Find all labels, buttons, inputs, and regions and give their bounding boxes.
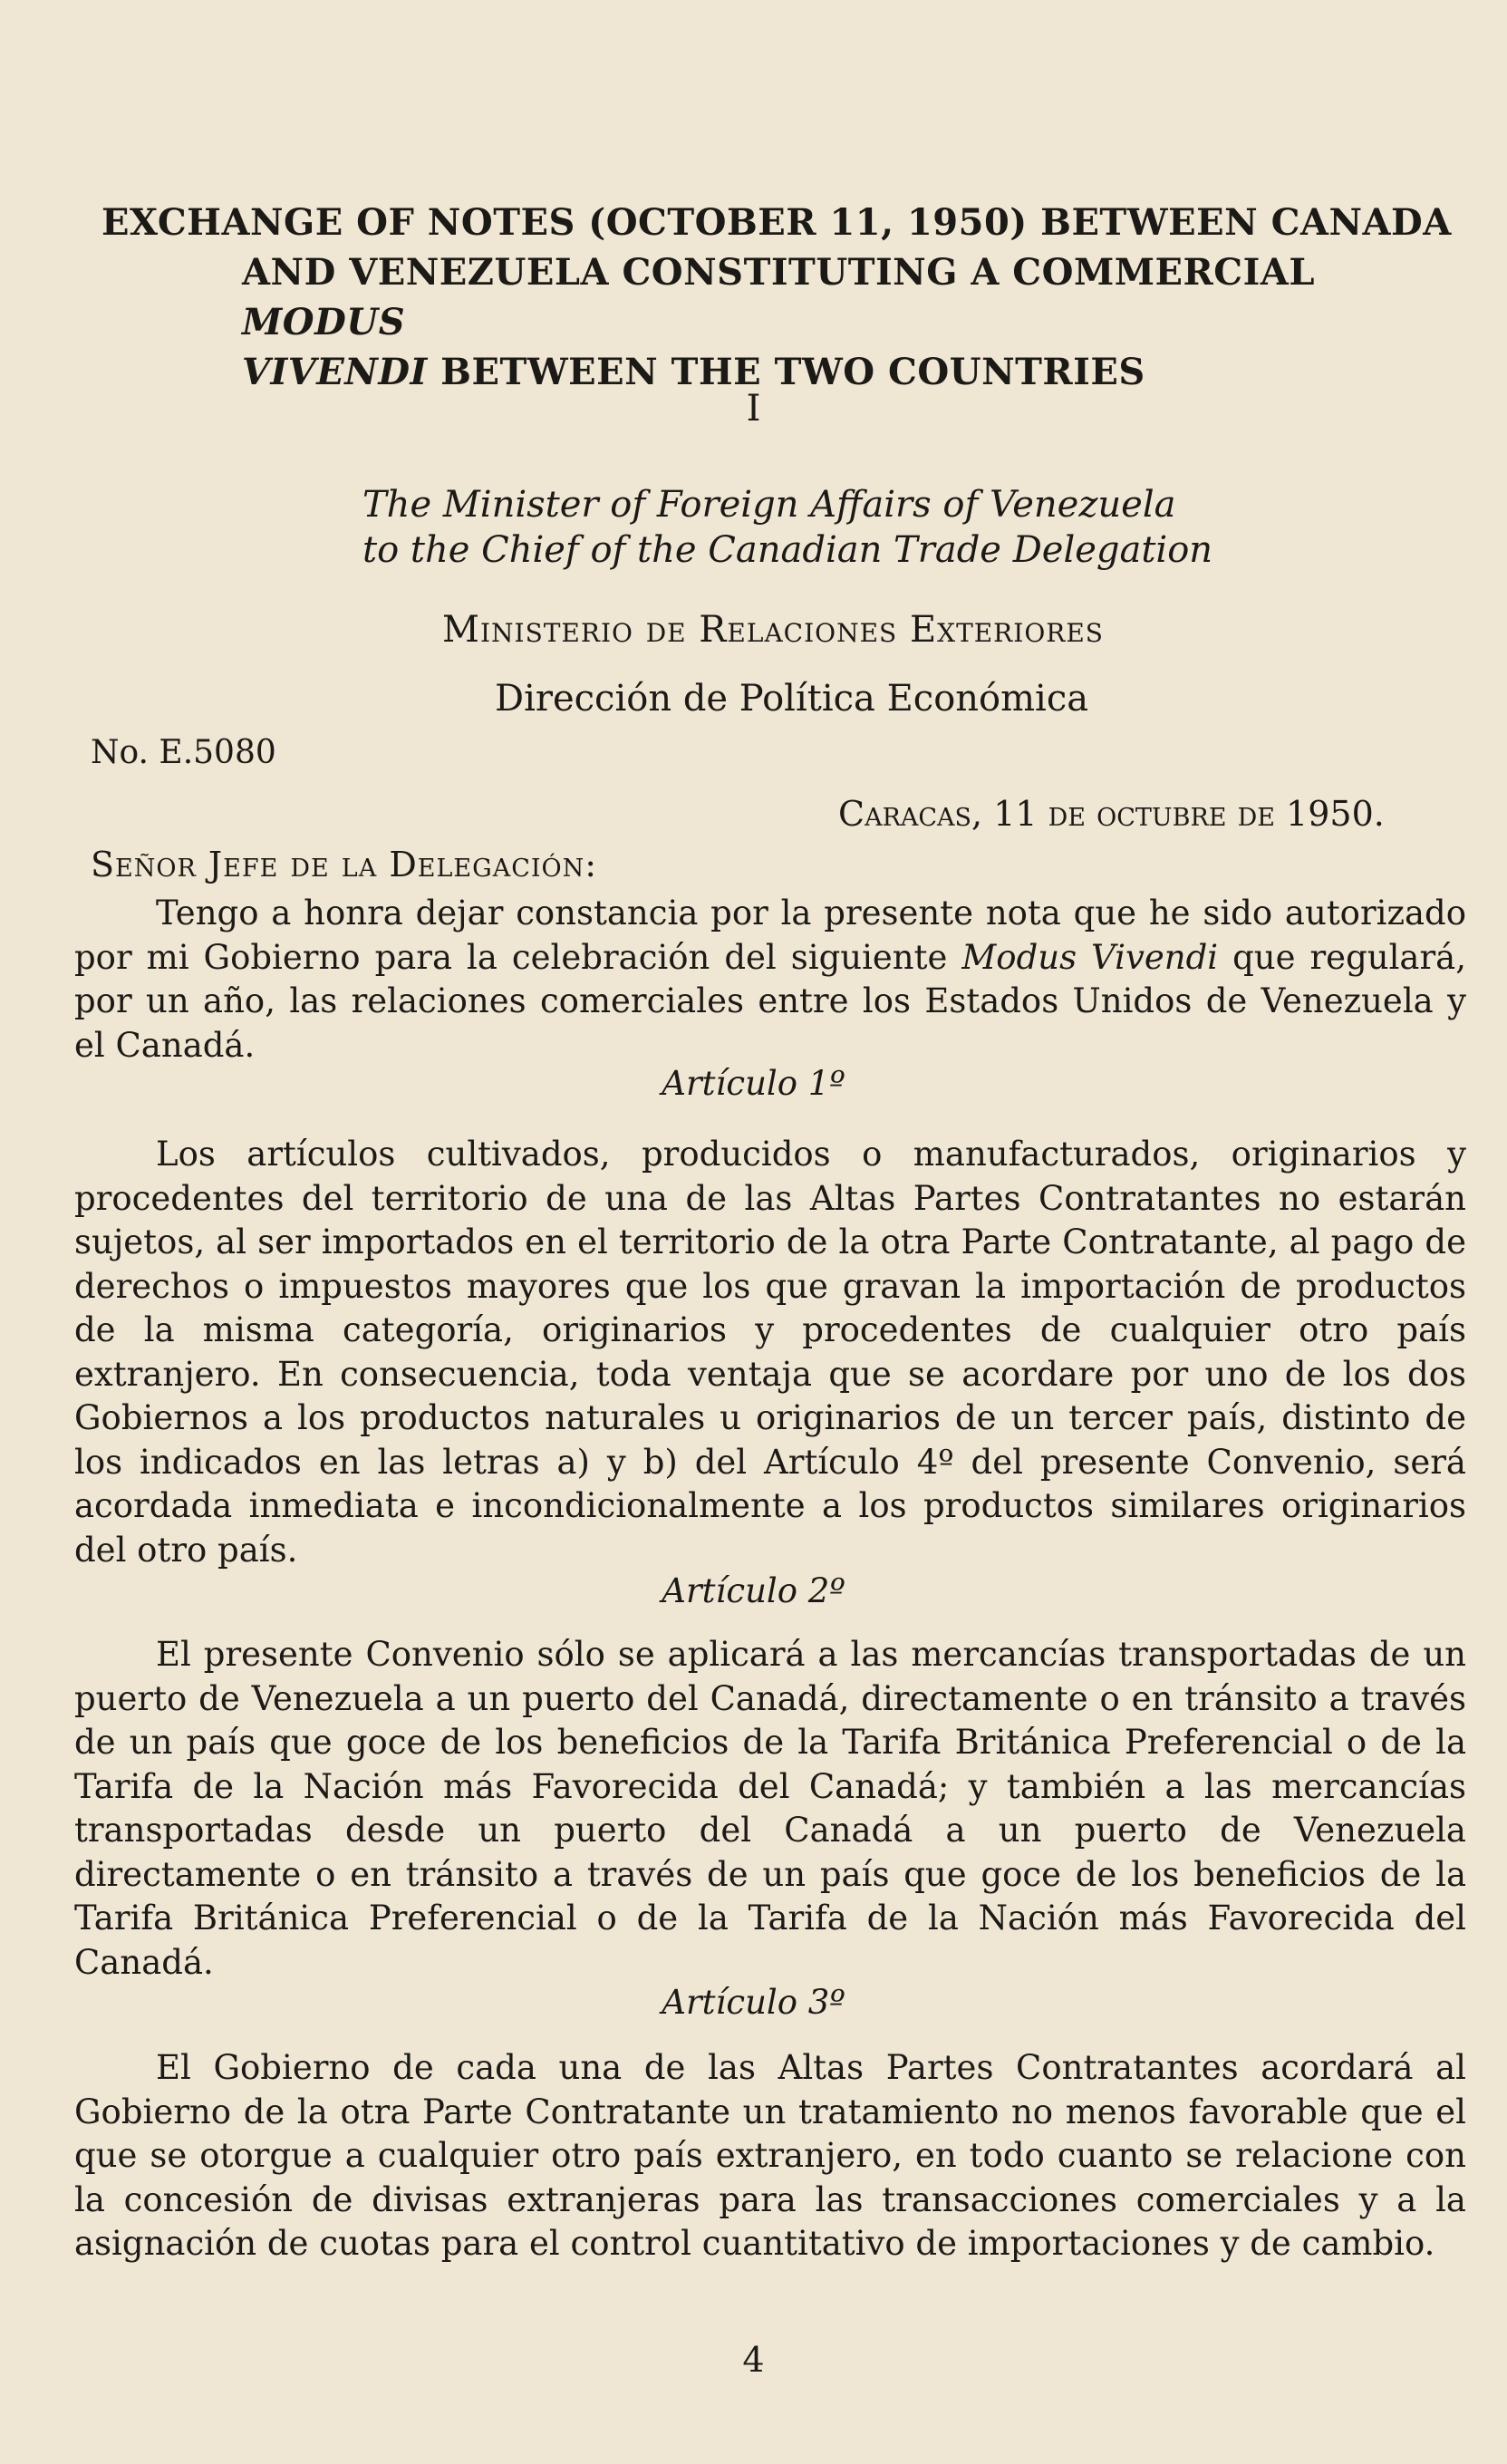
document-title: [101, 198, 1488, 397]
salutation: Señor Jefe de la Delegación:: [91, 845, 598, 884]
article-3-text: El Gobierno de cada una de las Altas Partes Contratantes acordará al Gobierno de la otra Parte Contratante un tratamiento no menos favorable que el que se otorgue a cualquier otro país extranjero, en todo cuanto se relacione con la concesión de divisas extranjeras para las transacciones comerciales y a la asignación de cuotas para el control cuantitativo de importaciones y de cambio.: [74, 2048, 1466, 2263]
dateline: Caracas, 11 de octubre de 1950.: [838, 794, 1385, 834]
note-header: [362, 482, 1269, 573]
article-2-heading: Artículo 2º: [662, 1571, 845, 1610]
page-number: 4: [742, 2340, 765, 2380]
title-line-3-italic: VIVENDI: [242, 351, 428, 393]
title-line-1: EXCHANGE OF NOTES (OCTOBER 11, 1950) BETWEEN CANADA: [101, 201, 1452, 244]
intro-text-before: Tengo a honra dejar constancia por la presente nota que he sido autorizado por mi Gobierno para la celebración del siguiente: [74, 894, 1466, 977]
intro-text-italic: Modus Vivendi: [961, 937, 1219, 977]
title-line-2-text: AND VENEZUELA CONSTITUTING A COMMERCIAL: [242, 251, 1315, 294]
title-line-2-italic: MODUS: [242, 301, 406, 343]
direction-name: Dirección de Política Económica: [495, 678, 1089, 720]
article-2-text: El presente Convenio sólo se aplicará a las mercancías transportadas de un puerto de Venezuela a un puerto del Canadá, directamente o en tránsito a través de un país que goce de los beneficios de la Tarifa Británica Preferencial o de la Tarifa de la Nación más Favorecida del Canadá; y también a las mercancías transportadas desde un puerto del Canadá a un puerto de Venezuela directamente o en tránsito a través de un país que goce de los beneficios de la Tarifa Británica Preferencial o de la Tarifa de la Nación más Favorecida del Canadá.: [74, 1635, 1466, 1982]
note-header-line-2: to the Chief of the Canadian Trade Delegation: [362, 529, 1213, 571]
article-3-heading: Artículo 3º: [662, 1983, 845, 2022]
title-line-2: [101, 247, 1488, 347]
ministry-name: Ministerio de Relaciones Exteriores: [442, 609, 1104, 651]
intro-paragraph: [74, 892, 1466, 1068]
intro-text-after: que regulará, por un año, las relaciones comerciales entre los Estados Unidos de Venezuela y el Canadá.: [74, 937, 1466, 1065]
article-1-heading: Artículo 1º: [662, 1064, 845, 1103]
article-1-text: Los artículos cultivados, producidos o manufacturados, originarios y procedentes del territorio de una de las Altas Partes Contratantes no estarán sujetos, al ser importados en el territorio de la otra Parte Contratante, al pago de derechos o impuestos mayores que los que gravan la importación de productos de la misma categoría, originarios y procedentes de cualquier otro país extranjero. En consecuencia, toda ventaja que se acordare por uno de los dos Gobiernos a los productos naturales u originarios de un tercer país, distinto de los indicados en las letras a) y b) del Artículo 4º del presente Convenio, será acordada inmediata e incondicionalmente a los productos similares originarios del otro país.: [74, 1135, 1466, 1570]
note-header-line-1: The Minister of Foreign Affairs of Venezuela: [362, 484, 1176, 526]
title-line-3-text: BETWEEN THE TWO COUNTRIES: [427, 351, 1145, 393]
section-number: I: [746, 388, 761, 430]
reference-number: No. E.5080: [91, 734, 276, 771]
